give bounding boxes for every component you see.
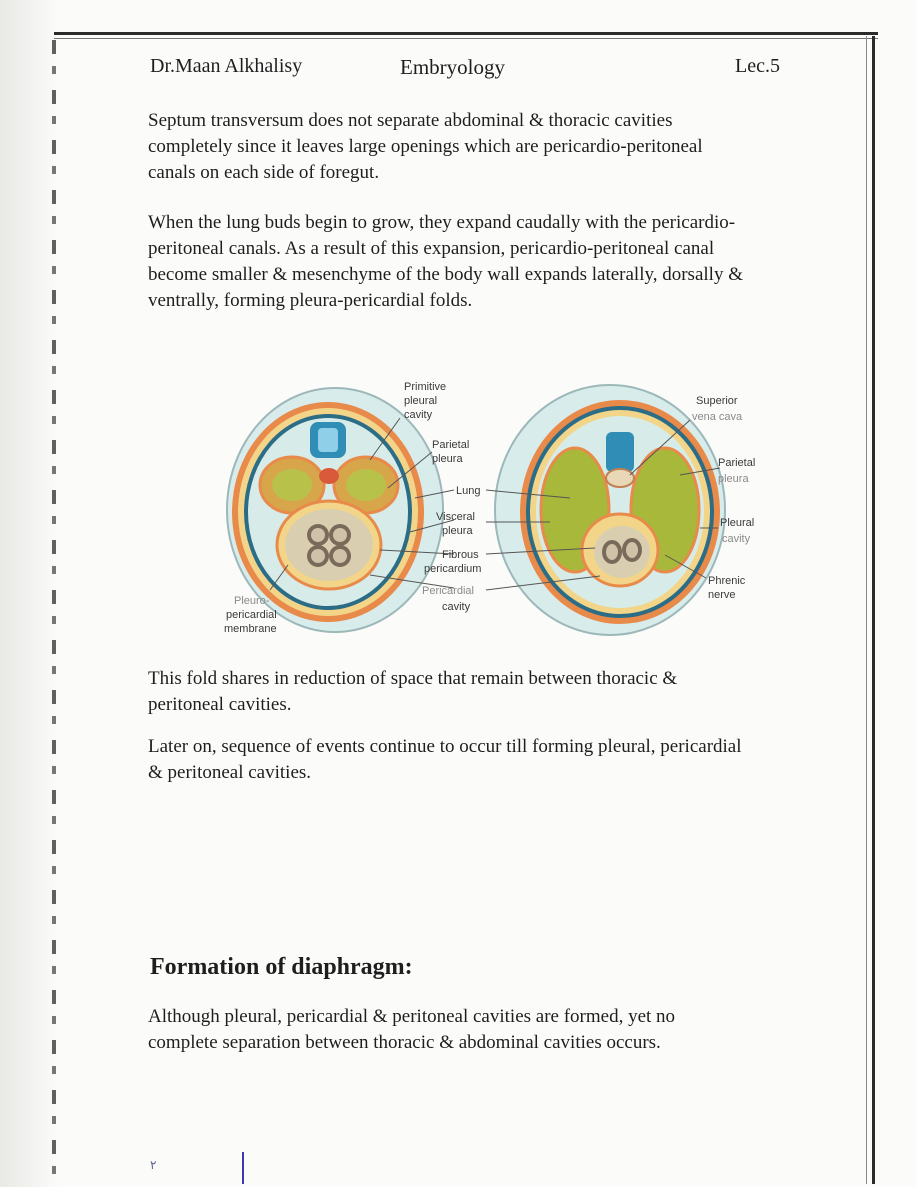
cross-section-diagram	[210, 360, 780, 650]
label-superior-vena-cava-2: vena cava	[692, 411, 743, 423]
label-primitive-pleural-cavity-1: Primitive	[404, 381, 447, 393]
label-parietal-pleura-right-1: Parietal	[718, 457, 756, 469]
label-pleuropericardial-membrane-2: pericardial	[226, 609, 277, 621]
label-pleuropericardial-membrane-1: Pleuro-	[234, 595, 270, 607]
footer-mark	[242, 1152, 244, 1184]
label-superior-vena-cava-1: Superior	[696, 395, 738, 407]
scan-shadow	[0, 0, 58, 1187]
page-border-right	[872, 36, 875, 1184]
label-phrenic-nerve-2: nerve	[708, 589, 736, 601]
header-subject: Embryology	[400, 55, 505, 79]
label-visceral-pleura-1: Visceral	[436, 511, 475, 523]
paragraph-sequence-events: Later on, sequence of events continue to occur till forming pleural, pericardial & peritoneal cavities.	[148, 736, 742, 783]
paragraph-septum: Septum transversum does not separate abdominal & thoracic cavities completely since it leaves large openings which are pericardio-peritoneal canals on each side of foregut.	[148, 110, 703, 183]
header-lecture: Lec.5	[735, 55, 780, 77]
binding-edge	[52, 40, 56, 1180]
paragraph-lung-buds: When the lung buds begin to grow, they expand caudally with the pericardio-peritoneal canals. As a result of this expansion, pericardio-peritoneal canal become smaller & mesenchyme of the body wall expands laterally, dorsally & ventrally, forming pleura-pericardial folds.	[148, 212, 743, 311]
label-parietal-pleura-right-2: pleura	[718, 473, 749, 485]
paragraph-fold-reduction: This fold shares in reduction of space that remain between thoracic & peritoneal cavities.	[148, 668, 678, 715]
page-border-top	[54, 32, 878, 35]
label-pleuropericardial-membrane-3: membrane	[224, 623, 277, 635]
page-border-right-inner	[866, 36, 867, 1184]
page-border-top-inner	[54, 38, 878, 39]
label-pericardial-cavity-2: cavity	[442, 601, 471, 613]
right-cross-section	[495, 385, 725, 635]
label-pericardial-cavity-1: Pericardial	[422, 585, 474, 597]
label-lung: Lung	[456, 485, 481, 497]
pleura-pericardium-figure	[210, 360, 780, 650]
label-primitive-pleural-cavity-3: cavity	[404, 409, 433, 421]
header-author: Dr.Maan Alkhalisy	[150, 55, 303, 77]
label-fibrous-pericardium-1: Fibrous	[442, 549, 479, 561]
label-pleural-cavity-2: cavity	[722, 533, 751, 545]
label-fibrous-pericardium-2: pericardium	[424, 563, 482, 575]
label-parietal-pleura-left-1: Parietal	[432, 439, 470, 451]
page-header	[150, 55, 780, 85]
label-pleural-cavity-1: Pleural	[720, 517, 755, 529]
label-visceral-pleura-2: pleura	[442, 525, 473, 537]
page-number-marker: ٢	[150, 1158, 157, 1172]
label-primitive-pleural-cavity-2: pleural	[404, 395, 438, 407]
section-heading-diaphragm: Formation of diaphragm:	[150, 954, 413, 980]
label-phrenic-nerve-1: Phrenic	[708, 575, 746, 587]
label-parietal-pleura-left-2: pleura	[432, 453, 463, 465]
paragraph-diaphragm: Although pleural, pericardial & peritoneal cavities are formed, yet no complete separation between thoracic & abdominal cavities occurs.	[148, 1006, 676, 1053]
